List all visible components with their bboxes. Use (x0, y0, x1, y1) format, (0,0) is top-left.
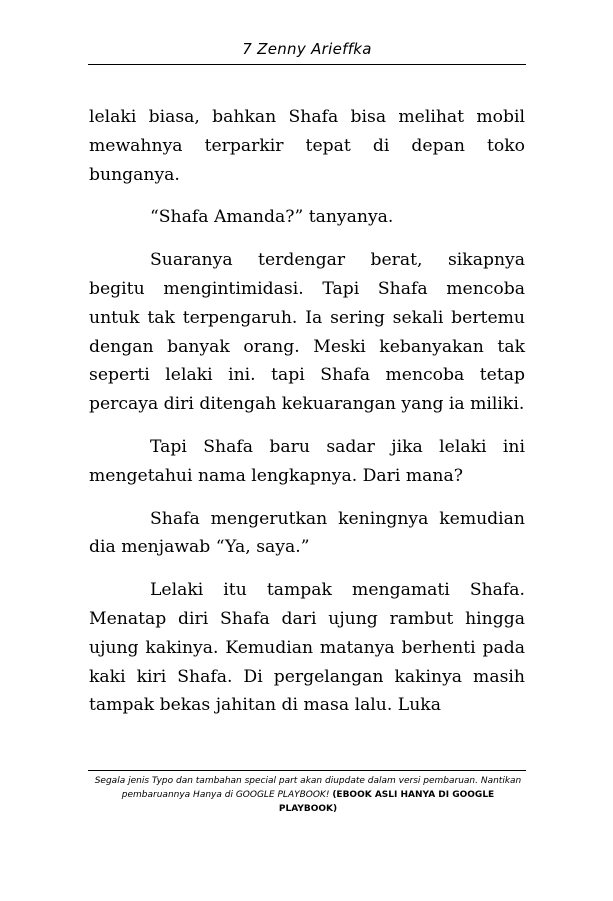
page-body (89, 103, 525, 734)
paragraph: “Shafa Amanda?” tanyanya. (150, 207, 394, 228)
page-header: 7 Zenny Arieffka (242, 40, 372, 58)
paragraph: Tapi Shafa baru sadar jika lelaki ini mengetahui nama lengkapnya. Dari mana? (89, 436, 525, 486)
header-divider (88, 64, 526, 65)
paragraph: lelaki biasa, bahkan Shafa bisa melihat mobil mewahnya terparkir tepat di depan toko bunganya. (89, 107, 525, 185)
paragraph: Shafa mengerutkan keningnya kemudian dia menjawab “Ya, saya.” (89, 508, 525, 558)
footer-line (82, 788, 534, 802)
footer-emphasis: PLAYBOOK) (278, 804, 338, 814)
footer-emphasis: (EBOOK ASLI HANYA DI GOOGLE (332, 790, 495, 800)
page-footer (82, 774, 534, 816)
paragraph: Lelaki itu tampak mengamati Shafa. Menatap diri Shafa dari ujung rambut hingga ujung kakinya. Kemudian matanya berhenti pada kaki kiri Shafa. Di pergelangan kakinya masih tampak bekas jahitan di masa lalu. Luka (89, 580, 525, 716)
footer-text: pembaruannya Hanya di GOOGLE PLAYBOOK! (121, 790, 333, 800)
paragraph: Suaranya terdengar berat, sikapnya begitu mengintimidasi. Tapi Shafa mencoba untuk tak terpengaruh. Ia sering sekali bertemu dengan banyak orang. Meski kebanyakan tak seperti lelaki ini. tapi Shafa mencoba tetap percaya diri ditengah kekuarangan yang ia miliki. (89, 250, 525, 415)
footer-divider (88, 770, 526, 771)
footer-line: Segala jenis Typo dan tambahan special part akan diupdate dalam versi pembaruan. Nantikan (94, 776, 522, 786)
